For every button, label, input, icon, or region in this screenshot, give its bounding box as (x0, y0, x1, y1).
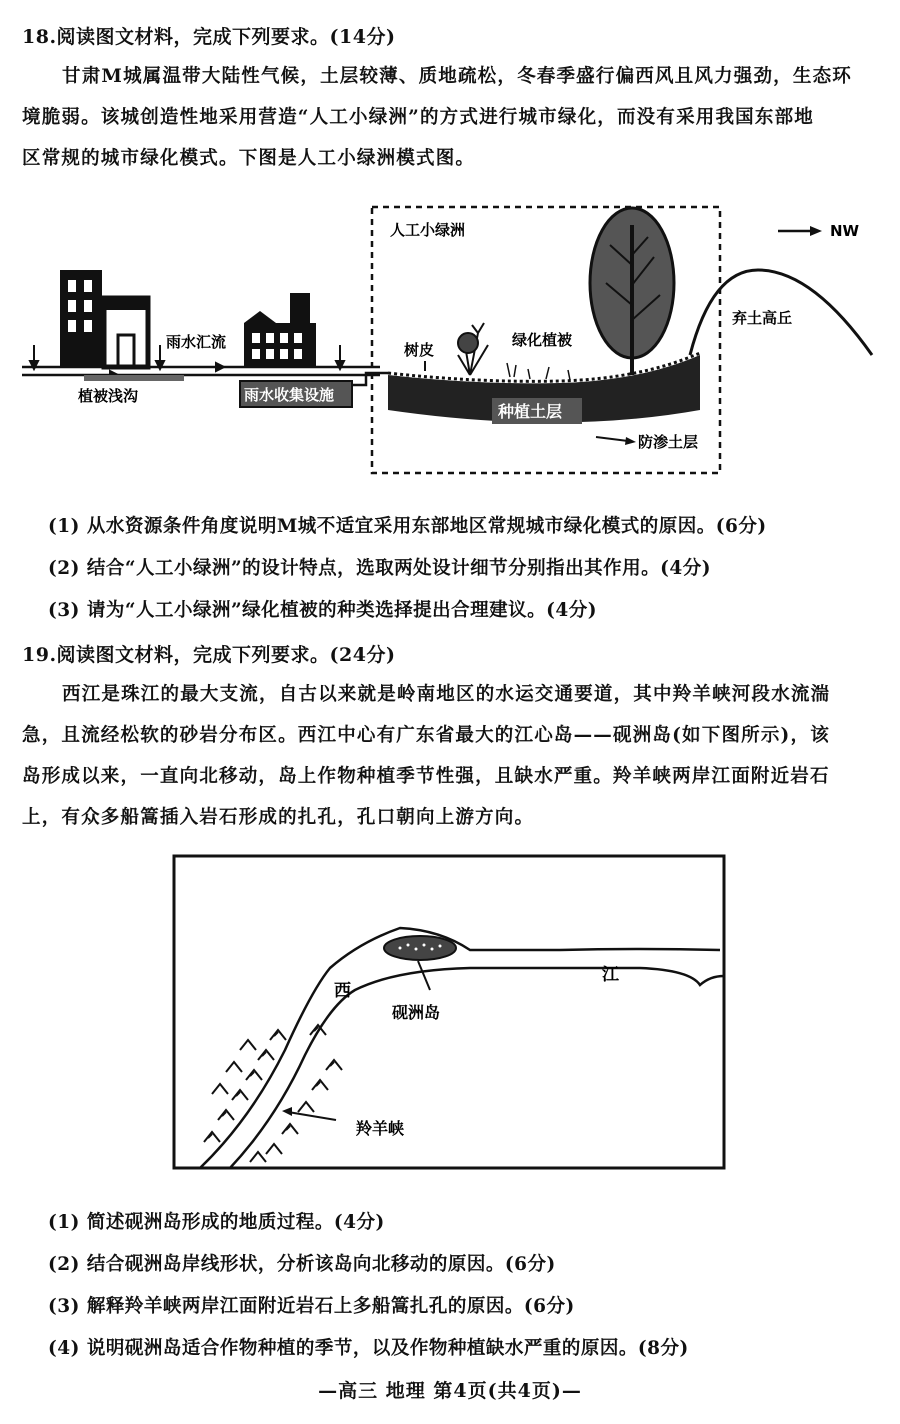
q18-line-3: 区常规的城市绿化模式。下图是人工小绿洲模式图。 (22, 148, 476, 169)
island-label: 砚洲岛 (392, 1003, 441, 1022)
q19-sub-1: (1) 简述砚洲岛形成的地质过程。(4分) (48, 1212, 385, 1233)
xijiang-map (0, 850, 900, 1180)
q18-sub-1: (1) 从水资源条件角度说明M城不适宜采用东部地区常规城市绿化模式的原因。(6分) (48, 516, 767, 537)
map-frame (174, 856, 724, 1168)
river-char-xi: 西 (334, 981, 351, 1001)
q19-line-4: 上，有众多船篙插入岩石形成的扎孔，孔口朝向上游方向。 (22, 807, 535, 828)
grass-plants (507, 363, 570, 380)
river-bank-south (230, 968, 724, 1168)
q19-sub-3: (3) 解释羚羊峡两岸江面附近岩石上多船篙扎孔的原因。(6分) (48, 1296, 575, 1317)
vegetated-swale (84, 375, 184, 381)
q19-line-2: 急，且流经松软的砂岩分布区。西江中心有广东省最大的江心岛——砚洲岛(如下图所示)，该 (22, 725, 830, 746)
rain-facility-label: 雨水收集设施 (244, 386, 335, 404)
river-bank-north (200, 928, 720, 1168)
tree (590, 208, 674, 375)
q19-line-1: 西江是珠江的最大支流，自古以来就是岭南地区的水运交通要道，其中羚羊峡河段水流湍 (62, 684, 831, 705)
q19-sub-2: (2) 结合砚洲岛岸线形状，分析该岛向北移动的原因。(6分) (48, 1254, 556, 1275)
green-plants-label: 绿化植被 (512, 331, 573, 349)
yanzhou-island (384, 936, 456, 960)
q19-material (22, 674, 880, 838)
oasis-diagram (0, 195, 900, 495)
q18-sub-2: (2) 结合“人工小绿洲”的设计特点，选取两处设计细节分别指出其作用。(4分) (48, 558, 711, 579)
q18-line-2: 境脆弱。该城创造性地采用营造“人工小绿洲”的方式进行城市绿化，而没有采用我国东部地 (22, 107, 814, 128)
bark-label: 树皮 (404, 341, 435, 359)
seepage-layer-label: 防渗土层 (638, 433, 699, 451)
shrub-plant (458, 323, 488, 375)
factory-building (244, 293, 316, 367)
q19-heading: 19.阅读图文材料，完成下列要求。(24分) (22, 644, 396, 666)
q19-line-3: 岛形成以来，一直向北移动，岛上作物种植季节性强，且缺水严重。羚羊峡两岸江面附近岩石 (22, 766, 830, 787)
q18-heading: 18.阅读图文材料，完成下列要求。(14分) (22, 26, 396, 48)
page-footer: —高三 地理 第4页(共4页)— (318, 1380, 582, 1402)
swale-label: 植被浅沟 (78, 387, 139, 405)
hill-label: 弃土高丘 (732, 309, 793, 327)
soil-label: 种植土层 (498, 402, 563, 421)
building-tall (60, 270, 102, 367)
gorge-label: 羚羊峡 (356, 1119, 405, 1138)
q18-line-1: 甘肃M城属温带大陆性气候，土层较薄、质地疏松，冬春季盛行偏西风且风力强劲，生态环 (62, 66, 852, 87)
q19-sub-4: (4) 说明砚洲岛适合作物种植的季节，以及作物种植缺水严重的原因。(8分) (48, 1338, 689, 1359)
direction-label: NW (830, 222, 860, 240)
river-char-jiang: 江 (602, 965, 619, 985)
rain-flow-label: 雨水汇流 (166, 333, 227, 351)
q18-material (22, 56, 880, 179)
q18-sub-3: (3) 请为“人工小绿洲”绿化植被的种类选择提出合理建议。(4分) (48, 600, 597, 621)
oasis-box-title: 人工小绿洲 (390, 221, 466, 239)
